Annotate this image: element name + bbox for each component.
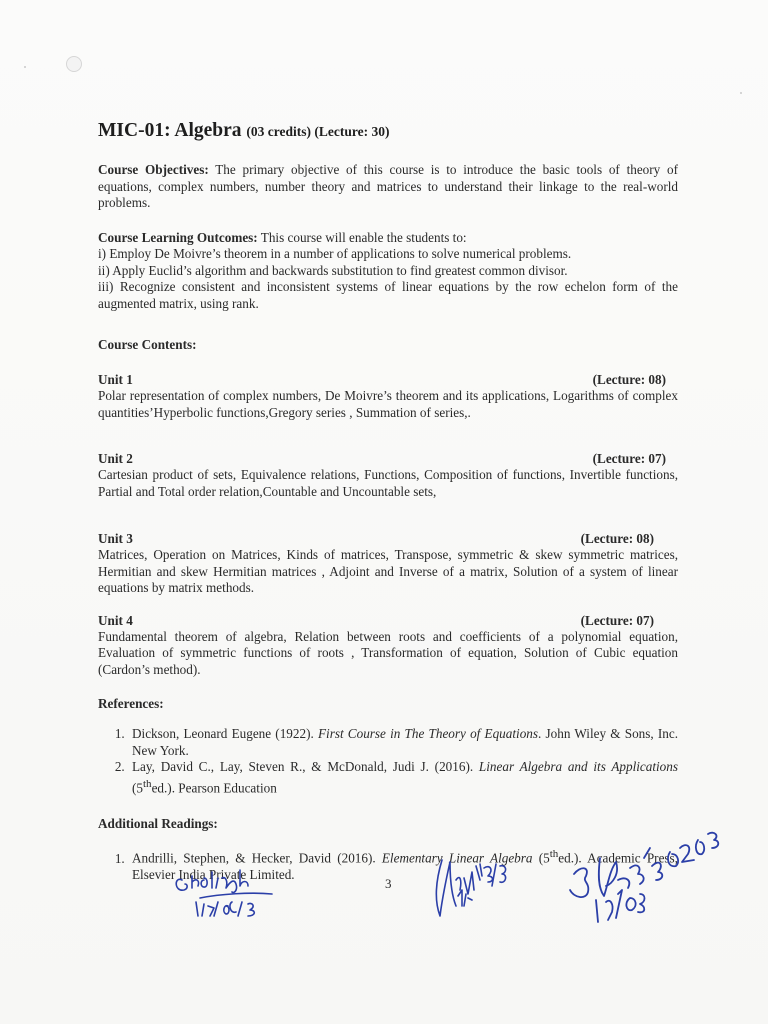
learning-outcomes	[98, 230, 678, 313]
signature-right	[560, 818, 730, 928]
reading-edition: (5	[532, 850, 550, 866]
reading-authors: Andrilli, Stephen, & Hecker, David (2016).	[132, 850, 382, 866]
scan-speck	[24, 66, 26, 68]
objectives-text: The primary objective of this course is to introduce the basic tools of theory of equations, complex numbers, number theory and matrices to understand their linkage to the real-world problems.	[98, 162, 678, 210]
outcomes-intro-line	[98, 230, 678, 247]
reading-book-title: Elementary Linear Algebra	[381, 850, 533, 866]
course-code-title: MIC-01: Algebra	[98, 120, 242, 141]
references-list	[98, 726, 678, 796]
unit-4	[98, 613, 678, 679]
unit-header	[98, 613, 678, 629]
outcomes-label: Course Learning Outcomes:	[98, 229, 258, 245]
unit-text: Matrices, Operation on Matrices, Kinds of matrices, Transpose, symmetric & skew symmetric matrices, Hermitian and skew Hermitian matrices , Adjoint and Inverse of a matrix, Solution of a system of linear equations by matrix methods.	[98, 547, 678, 595]
signature-left	[170, 858, 290, 918]
document-body	[98, 120, 678, 884]
unit-text: Polar representation of complex numbers, De Moivre’s theorem and its applications, Logarithms of complex quantities’Hyperbolic functions,Gregory series , Summation of series,.	[98, 388, 678, 420]
reference-publisher: . John Wiley & Sons, Inc. New York.	[132, 726, 679, 758]
signature-middle	[428, 850, 518, 920]
scan-speck	[740, 92, 742, 94]
unit-header	[98, 372, 678, 388]
reference-item	[128, 726, 678, 759]
unit-2	[98, 451, 678, 500]
unit-lecture: (Lecture: 07)	[592, 451, 666, 466]
punch-hole	[66, 56, 82, 72]
page-number: 3	[385, 876, 392, 891]
reference-edition: (5	[132, 779, 143, 795]
outcomes-intro: This course will enable the students to:	[260, 229, 467, 245]
reference-authors: Lay, David C., Lay, Steven R., & McDonald, Judi J. (2016).	[132, 759, 479, 774]
references-heading: References:	[98, 696, 164, 711]
reading-edition-sup: th	[549, 848, 559, 861]
unit-title: Unit 1	[98, 372, 133, 387]
reference-edition-sup: th	[143, 777, 152, 790]
unit-header	[98, 531, 678, 547]
unit-title: Unit 2	[98, 451, 133, 466]
reference-publisher: ed.). Pearson Education	[151, 779, 277, 795]
reference-authors: Dickson, Leonard Eugene (1922).	[132, 726, 318, 741]
unit-lecture: (Lecture: 07)	[580, 612, 654, 628]
course-credits: (03 credits) (Lecture: 30)	[246, 124, 390, 139]
course-title	[98, 120, 678, 142]
outcome-item: i) Employ De Moivre’s theorem in a number of applications to solve numerical problems.	[98, 246, 572, 261]
course-objectives	[98, 162, 678, 212]
unit-lecture: (Lecture: 08)	[592, 372, 666, 387]
unit-title: Unit 4	[98, 612, 133, 628]
reference-book-title: Linear Algebra and its Applications	[478, 759, 679, 774]
outcome-item: ii) Apply Euclid’s algorithm and backwards substitution to find greatest common divisor.	[98, 262, 568, 278]
additional-readings-heading: Additional Readings:	[98, 816, 218, 832]
unit-text: Cartesian product of sets, Equivalence relations, Functions, Composition of functions, Invertible functions, Partial and Total order relation,Countable and Uncountable sets,	[98, 467, 678, 499]
unit-lecture: (Lecture: 08)	[580, 531, 654, 546]
reference-item	[128, 759, 678, 796]
outcome-item: iii) Recognize consistent and inconsistent systems of linear equations by the row echelon form of the augmented matrix, using rank.	[98, 279, 678, 311]
objectives-label: Course Objectives:	[98, 162, 209, 177]
unit-title: Unit 3	[98, 531, 133, 546]
unit-3	[98, 531, 678, 597]
unit-header	[98, 451, 678, 467]
course-contents-heading: Course Contents:	[98, 337, 197, 352]
reading-publisher: ed.). Academic Press, Elsevier India Private Limited.	[132, 850, 678, 883]
unit-text: Fundamental theorem of algebra, Relation between roots and coefficients of a polynomial equation, Evaluation of symmetric functions of roots , Transformation of equation, Solution of Cubic equation (Cardon’s method).	[98, 628, 678, 677]
reference-book-title: First Course in The Theory of Equations	[317, 726, 539, 741]
unit-1	[98, 372, 678, 421]
